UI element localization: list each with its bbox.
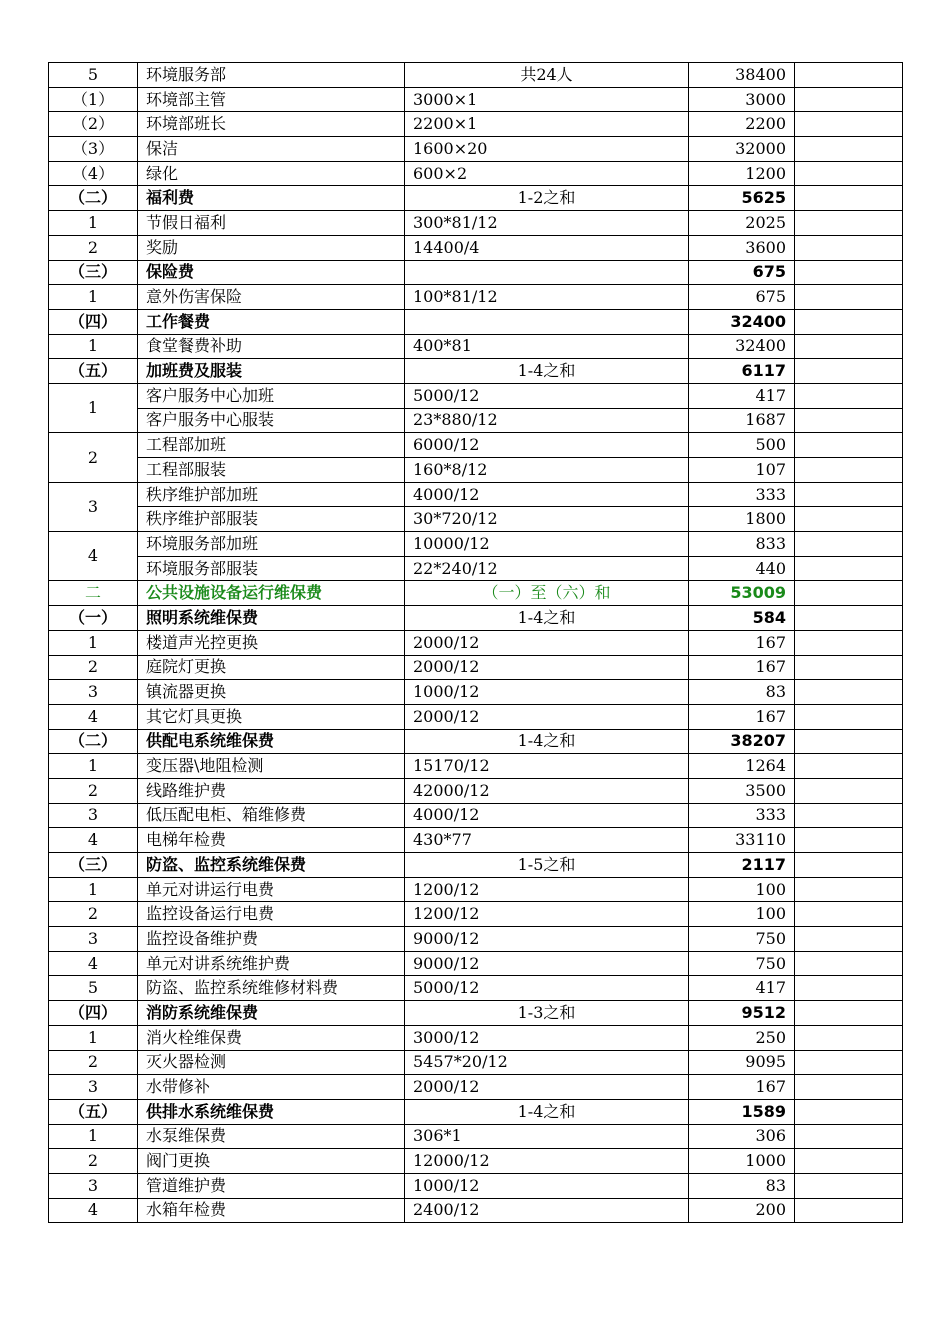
row-remark — [795, 853, 903, 878]
row-item: 客户服务中心服装 — [138, 408, 405, 433]
row-amount: 584 — [689, 606, 795, 631]
row-amount: 32000 — [689, 137, 795, 162]
row-item: 消火栓维保费 — [138, 1025, 405, 1050]
table-row — [49, 606, 903, 631]
row-number: 1 — [49, 211, 138, 236]
table-row — [49, 334, 903, 359]
row-amount: 38207 — [689, 729, 795, 754]
row-item: 镇流器更换 — [138, 680, 405, 705]
cost-table-body — [49, 63, 903, 1223]
row-item: 灭火器检测 — [138, 1050, 405, 1075]
row-calculation: 23*880/12 — [405, 408, 689, 433]
row-remark — [795, 63, 903, 88]
row-remark — [795, 458, 903, 483]
row-calculation: 42000/12 — [405, 778, 689, 803]
row-item: 工作餐费 — [138, 309, 405, 334]
row-calculation: 1200/12 — [405, 877, 689, 902]
table-row — [49, 630, 903, 655]
row-number: 1 — [49, 1124, 138, 1149]
row-item: 食堂餐费补助 — [138, 334, 405, 359]
row-calculation: 15170/12 — [405, 754, 689, 779]
row-amount: 167 — [689, 704, 795, 729]
row-number: （一） — [49, 606, 138, 631]
row-amount: 167 — [689, 655, 795, 680]
table-row — [49, 655, 903, 680]
table-row — [49, 161, 903, 186]
row-calculation: 5457*20/12 — [405, 1050, 689, 1075]
row-remark — [795, 927, 903, 952]
row-calculation: 1000/12 — [405, 680, 689, 705]
table-row — [49, 1050, 903, 1075]
row-number: 5 — [49, 63, 138, 88]
row-item: 电梯年检费 — [138, 828, 405, 853]
row-number: 3 — [49, 927, 138, 952]
row-item: 奖励 — [138, 235, 405, 260]
table-row — [49, 1001, 903, 1026]
row-remark — [795, 137, 903, 162]
row-amount: 2117 — [689, 853, 795, 878]
row-remark — [795, 754, 903, 779]
row-remark — [795, 655, 903, 680]
row-amount: 3000 — [689, 87, 795, 112]
row-number: 1 — [49, 285, 138, 310]
row-item: 环境服务部 — [138, 63, 405, 88]
table-row — [49, 87, 903, 112]
row-item: 监控设备维护费 — [138, 927, 405, 952]
table-row — [49, 532, 903, 557]
row-number: 3 — [49, 1075, 138, 1100]
row-item: 供配电系统维保费 — [138, 729, 405, 754]
row-calculation: 1-2之和 — [405, 186, 689, 211]
row-calculation: 2000/12 — [405, 655, 689, 680]
row-number: （四） — [49, 1001, 138, 1026]
row-number: 2 — [49, 655, 138, 680]
row-number: （五） — [49, 359, 138, 384]
row-remark — [795, 902, 903, 927]
row-item: 环境服务部服装 — [138, 556, 405, 581]
row-remark — [795, 877, 903, 902]
row-remark — [795, 211, 903, 236]
row-amount: 306 — [689, 1124, 795, 1149]
row-remark — [795, 1025, 903, 1050]
row-remark — [795, 334, 903, 359]
row-number: 2 — [49, 235, 138, 260]
row-calculation: （一）至（六）和 — [405, 581, 689, 606]
row-amount: 83 — [689, 1173, 795, 1198]
table-row — [49, 260, 903, 285]
row-remark — [795, 704, 903, 729]
row-amount: 1200 — [689, 161, 795, 186]
row-number: （二） — [49, 729, 138, 754]
row-calculation: 22*240/12 — [405, 556, 689, 581]
row-item: 供排水系统维保费 — [138, 1099, 405, 1124]
row-remark — [795, 976, 903, 1001]
row-remark — [795, 309, 903, 334]
row-calculation: 6000/12 — [405, 433, 689, 458]
row-item: 防盗、监控系统维保费 — [138, 853, 405, 878]
row-calculation: 4000/12 — [405, 482, 689, 507]
row-amount: 53009 — [689, 581, 795, 606]
table-row — [49, 507, 903, 532]
row-calculation — [405, 260, 689, 285]
table-row — [49, 1025, 903, 1050]
table-row — [49, 285, 903, 310]
row-number: （二） — [49, 186, 138, 211]
row-calculation: 100*81/12 — [405, 285, 689, 310]
row-item: 秩序维护部服装 — [138, 507, 405, 532]
row-item: 防盗、监控系统维修材料费 — [138, 976, 405, 1001]
row-amount: 750 — [689, 927, 795, 952]
row-number: 二 — [49, 581, 138, 606]
row-amount: 38400 — [689, 63, 795, 88]
row-amount: 750 — [689, 951, 795, 976]
row-amount: 100 — [689, 877, 795, 902]
row-number: 2 — [49, 1149, 138, 1174]
table-row — [49, 1198, 903, 1223]
row-number: 2 — [49, 902, 138, 927]
row-item: 工程部服装 — [138, 458, 405, 483]
row-number: 1 — [49, 630, 138, 655]
row-amount: 1800 — [689, 507, 795, 532]
row-number: 2 — [49, 1050, 138, 1075]
row-number: 2 — [49, 778, 138, 803]
table-row — [49, 1149, 903, 1174]
row-number: 1 — [49, 754, 138, 779]
table-row — [49, 211, 903, 236]
table-row — [49, 1124, 903, 1149]
row-amount: 333 — [689, 482, 795, 507]
row-item: 照明系统维保费 — [138, 606, 405, 631]
row-amount: 417 — [689, 976, 795, 1001]
row-item: 秩序维护部加班 — [138, 482, 405, 507]
table-row — [49, 63, 903, 88]
row-item: 其它灯具更换 — [138, 704, 405, 729]
row-number: 1 — [49, 877, 138, 902]
row-calculation: 1-4之和 — [405, 606, 689, 631]
row-remark — [795, 235, 903, 260]
table-row — [49, 359, 903, 384]
row-remark — [795, 630, 903, 655]
row-calculation: 430*77 — [405, 828, 689, 853]
row-remark — [795, 828, 903, 853]
row-item: 单元对讲运行电费 — [138, 877, 405, 902]
row-amount: 2200 — [689, 112, 795, 137]
table-row — [49, 729, 903, 754]
table-row — [49, 976, 903, 1001]
row-remark — [795, 1099, 903, 1124]
row-remark — [795, 186, 903, 211]
row-calculation: 400*81 — [405, 334, 689, 359]
table-row — [49, 235, 903, 260]
row-item: 保洁 — [138, 137, 405, 162]
row-calculation: 4000/12 — [405, 803, 689, 828]
row-calculation: 30*720/12 — [405, 507, 689, 532]
table-row — [49, 186, 903, 211]
table-row — [49, 383, 903, 408]
row-amount: 675 — [689, 285, 795, 310]
row-amount: 500 — [689, 433, 795, 458]
row-amount: 83 — [689, 680, 795, 705]
table-row — [49, 704, 903, 729]
row-item: 单元对讲系统维护费 — [138, 951, 405, 976]
row-calculation: 9000/12 — [405, 951, 689, 976]
row-amount: 33110 — [689, 828, 795, 853]
row-remark — [795, 1124, 903, 1149]
row-item: 环境部班长 — [138, 112, 405, 137]
row-item: 水泵维保费 — [138, 1124, 405, 1149]
row-number: 4 — [49, 1198, 138, 1223]
row-item: 公共设施设备运行维保费 — [138, 581, 405, 606]
row-number: 4 — [49, 828, 138, 853]
row-number: 3 — [49, 482, 138, 531]
table-row — [49, 951, 903, 976]
row-item: 福利费 — [138, 186, 405, 211]
row-number: （2） — [49, 112, 138, 137]
table-row — [49, 137, 903, 162]
row-amount: 833 — [689, 532, 795, 557]
row-remark — [795, 285, 903, 310]
row-item: 楼道声光控更换 — [138, 630, 405, 655]
row-item: 阀门更换 — [138, 1149, 405, 1174]
row-calculation: 3000×1 — [405, 87, 689, 112]
row-item: 低压配电柜、箱维修费 — [138, 803, 405, 828]
row-remark — [795, 1075, 903, 1100]
row-item: 环境服务部加班 — [138, 532, 405, 557]
row-calculation: 5000/12 — [405, 383, 689, 408]
cost-table — [48, 62, 903, 1223]
row-remark — [795, 433, 903, 458]
row-number: 4 — [49, 532, 138, 581]
row-remark — [795, 1198, 903, 1223]
row-amount: 167 — [689, 630, 795, 655]
row-remark — [795, 778, 903, 803]
table-row — [49, 482, 903, 507]
row-calculation: 1-5之和 — [405, 853, 689, 878]
row-remark — [795, 556, 903, 581]
row-calculation: 1-4之和 — [405, 1099, 689, 1124]
table-row — [49, 1075, 903, 1100]
row-remark — [795, 581, 903, 606]
row-number: 4 — [49, 704, 138, 729]
row-item: 庭院灯更换 — [138, 655, 405, 680]
table-row — [49, 1099, 903, 1124]
table-row — [49, 902, 903, 927]
row-amount: 200 — [689, 1198, 795, 1223]
row-amount: 32400 — [689, 309, 795, 334]
row-number: 1 — [49, 383, 138, 432]
row-item: 意外伤害保险 — [138, 285, 405, 310]
row-item: 环境部主管 — [138, 87, 405, 112]
row-calculation: 2000/12 — [405, 1075, 689, 1100]
row-item: 水箱年检费 — [138, 1198, 405, 1223]
row-calculation: 2200×1 — [405, 112, 689, 137]
row-amount: 9512 — [689, 1001, 795, 1026]
row-number: 4 — [49, 951, 138, 976]
table-row — [49, 853, 903, 878]
row-amount: 1264 — [689, 754, 795, 779]
row-calculation: 1-4之和 — [405, 359, 689, 384]
row-item: 水带修补 — [138, 1075, 405, 1100]
row-amount: 1687 — [689, 408, 795, 433]
table-row — [49, 803, 903, 828]
row-number: （三） — [49, 853, 138, 878]
row-calculation: 5000/12 — [405, 976, 689, 1001]
row-item: 节假日福利 — [138, 211, 405, 236]
row-remark — [795, 1149, 903, 1174]
row-calculation: 1-3之和 — [405, 1001, 689, 1026]
row-calculation: 160*8/12 — [405, 458, 689, 483]
row-item: 绿化 — [138, 161, 405, 186]
row-remark — [795, 408, 903, 433]
row-amount: 107 — [689, 458, 795, 483]
table-row — [49, 1173, 903, 1198]
row-number: （4） — [49, 161, 138, 186]
row-remark — [795, 1050, 903, 1075]
row-calculation: 12000/12 — [405, 1149, 689, 1174]
row-calculation: 2000/12 — [405, 704, 689, 729]
row-amount: 6117 — [689, 359, 795, 384]
row-amount: 1000 — [689, 1149, 795, 1174]
row-remark — [795, 359, 903, 384]
row-item: 线路维护费 — [138, 778, 405, 803]
row-amount: 32400 — [689, 334, 795, 359]
row-number: （3） — [49, 137, 138, 162]
row-calculation: 10000/12 — [405, 532, 689, 557]
row-item: 管道维护费 — [138, 1173, 405, 1198]
row-remark — [795, 87, 903, 112]
row-item: 变压器\地阻检测 — [138, 754, 405, 779]
row-calculation: 1-4之和 — [405, 729, 689, 754]
table-row — [49, 927, 903, 952]
table-row — [49, 754, 903, 779]
row-amount: 250 — [689, 1025, 795, 1050]
row-amount: 3500 — [689, 778, 795, 803]
row-calculation: 14400/4 — [405, 235, 689, 260]
row-calculation: 9000/12 — [405, 927, 689, 952]
row-calculation: 1600×20 — [405, 137, 689, 162]
row-remark — [795, 507, 903, 532]
row-number: （1） — [49, 87, 138, 112]
row-amount: 333 — [689, 803, 795, 828]
row-remark — [795, 680, 903, 705]
row-item: 工程部加班 — [138, 433, 405, 458]
row-remark — [795, 482, 903, 507]
row-amount: 440 — [689, 556, 795, 581]
row-remark — [795, 803, 903, 828]
row-calculation: 2000/12 — [405, 630, 689, 655]
row-remark — [795, 951, 903, 976]
row-item: 监控设备运行电费 — [138, 902, 405, 927]
row-remark — [795, 1173, 903, 1198]
row-amount: 167 — [689, 1075, 795, 1100]
table-row — [49, 458, 903, 483]
row-calculation: 2400/12 — [405, 1198, 689, 1223]
row-number: （四） — [49, 309, 138, 334]
table-row — [49, 433, 903, 458]
row-item: 保险费 — [138, 260, 405, 285]
row-calculation — [405, 309, 689, 334]
row-number: 3 — [49, 1173, 138, 1198]
row-amount: 100 — [689, 902, 795, 927]
table-row — [49, 556, 903, 581]
row-remark — [795, 161, 903, 186]
row-number: 5 — [49, 976, 138, 1001]
row-calculation: 600×2 — [405, 161, 689, 186]
row-amount: 3600 — [689, 235, 795, 260]
table-row — [49, 877, 903, 902]
row-number: 2 — [49, 433, 138, 482]
row-number: 3 — [49, 680, 138, 705]
row-item: 消防系统维保费 — [138, 1001, 405, 1026]
row-calculation: 306*1 — [405, 1124, 689, 1149]
table-row — [49, 408, 903, 433]
row-item: 加班费及服装 — [138, 359, 405, 384]
table-row — [49, 778, 903, 803]
row-amount: 2025 — [689, 211, 795, 236]
row-calculation: 3000/12 — [405, 1025, 689, 1050]
table-row — [49, 309, 903, 334]
row-calculation: 共24人 — [405, 63, 689, 88]
row-remark — [795, 1001, 903, 1026]
row-number: 1 — [49, 334, 138, 359]
row-amount: 5625 — [689, 186, 795, 211]
row-remark — [795, 260, 903, 285]
row-remark — [795, 112, 903, 137]
row-remark — [795, 532, 903, 557]
row-amount: 417 — [689, 383, 795, 408]
row-number: 1 — [49, 1025, 138, 1050]
row-item: 客户服务中心加班 — [138, 383, 405, 408]
table-row — [49, 680, 903, 705]
row-amount: 675 — [689, 260, 795, 285]
row-number: （三） — [49, 260, 138, 285]
row-calculation: 1000/12 — [405, 1173, 689, 1198]
table-row — [49, 112, 903, 137]
row-number: 3 — [49, 803, 138, 828]
row-amount: 1589 — [689, 1099, 795, 1124]
row-number: （五） — [49, 1099, 138, 1124]
row-amount: 9095 — [689, 1050, 795, 1075]
row-remark — [795, 606, 903, 631]
row-remark — [795, 729, 903, 754]
row-calculation: 300*81/12 — [405, 211, 689, 236]
row-calculation: 1200/12 — [405, 902, 689, 927]
row-remark — [795, 383, 903, 408]
table-row — [49, 828, 903, 853]
table-row — [49, 581, 903, 606]
